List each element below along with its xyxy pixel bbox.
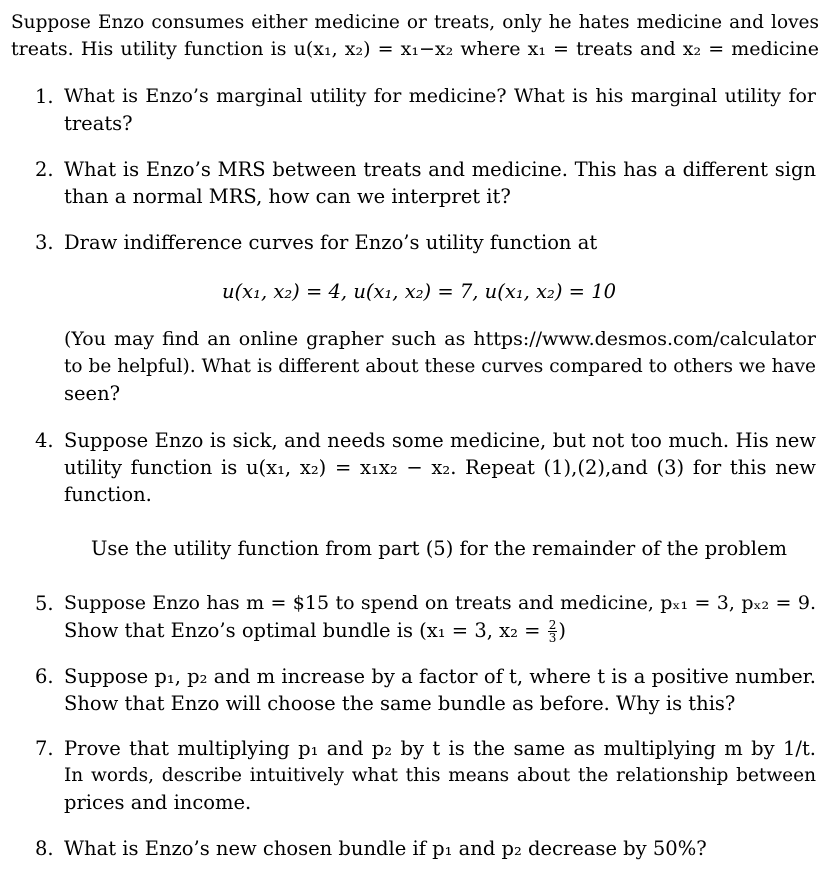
item-8-line-1: What is Enzo’s new chosen bundle if p₁ and p₂ decrease by 50%? [64, 837, 707, 860]
item-3-after-line-2: to be helpful). What is different about these curves compared to others we have [64, 356, 816, 377]
item-5-number: 5. [35, 592, 54, 615]
item-1-number: 1. [35, 85, 54, 108]
item-5-line-2-prefix: Show that Enzo’s optimal bundle is (x₁ = 3, x₂ = [64, 619, 547, 642]
item-3-number: 3. [35, 231, 54, 254]
item-4-number: 4. [35, 429, 54, 452]
item-5-line-2 [64, 617, 566, 644]
item-7-line-3: prices and income. [64, 791, 252, 814]
item-3-after-line-3: seen? [64, 382, 121, 405]
item-1-line-1: What is Enzo’s marginal utility for medicine? What is his marginal utility for [64, 85, 816, 107]
item-4-line-1: Suppose Enzo is sick, and needs some medicine, but not too much. His new [64, 429, 816, 452]
item-4-line-2: utility function is u(x₁, x₂) = x₁x₂ − x₂. Repeat (1),(2),and (3) for this new [64, 456, 816, 479]
item-6-line-1: Suppose p₁, p₂ and m increase by a factor of t, where t is a positive number. [64, 665, 816, 688]
center-note: Use the utility function from part (5) for the remainder of the problem [90, 537, 788, 560]
intro-line-2: treats. His utility function is u(x₁, x₂) = x₁−x₂ where x₁ = treats and x₂ = medicine [11, 38, 819, 60]
item-1-line-2: treats? [64, 112, 133, 135]
fraction-denominator: 3 [548, 631, 557, 645]
item-3-line-1: Draw indifference curves for Enzo’s utility function at [64, 231, 598, 254]
item-6-number: 6. [35, 665, 54, 688]
item-3-equation: u(x₁, x₂) = 4, u(x₁, x₂) = 7, u(x₁, x₂) = 10 [221, 280, 617, 303]
item-2-number: 2. [35, 158, 54, 181]
item-2-line-1: What is Enzo’s MRS between treats and medicine. This has a different sign [64, 158, 816, 181]
item-7-number: 7. [35, 737, 54, 760]
item-8-number: 8. [35, 837, 54, 860]
fraction-two-thirds [548, 619, 558, 644]
item-2-line-2: than a normal MRS, how can we interpret it? [64, 185, 511, 208]
item-7-line-2: In words, describe intuitively what this means about the relationship between [64, 765, 816, 786]
item-6-line-2: Show that Enzo will choose the same bundle as before. Why is this? [64, 692, 736, 715]
intro-line-1: Suppose Enzo consumes either medicine or treats, only he hates medicine and loves [11, 12, 819, 33]
item-7-line-1: Prove that multiplying p₁ and p₂ by t is the same as multiplying m by 1/t. [64, 737, 816, 760]
fraction-numerator: 2 [548, 618, 557, 632]
item-5-line-2-suffix: ) [558, 619, 566, 642]
item-5-line-1: Suppose Enzo has m = $15 to spend on treats and medicine, pₓ₁ = 3, pₓ₂ = 9. [64, 592, 816, 614]
item-3-after-line-1: (You may find an online grapher such as https://www.desmos.com/calculator [64, 328, 816, 350]
item-4-line-3: function. [64, 483, 152, 506]
